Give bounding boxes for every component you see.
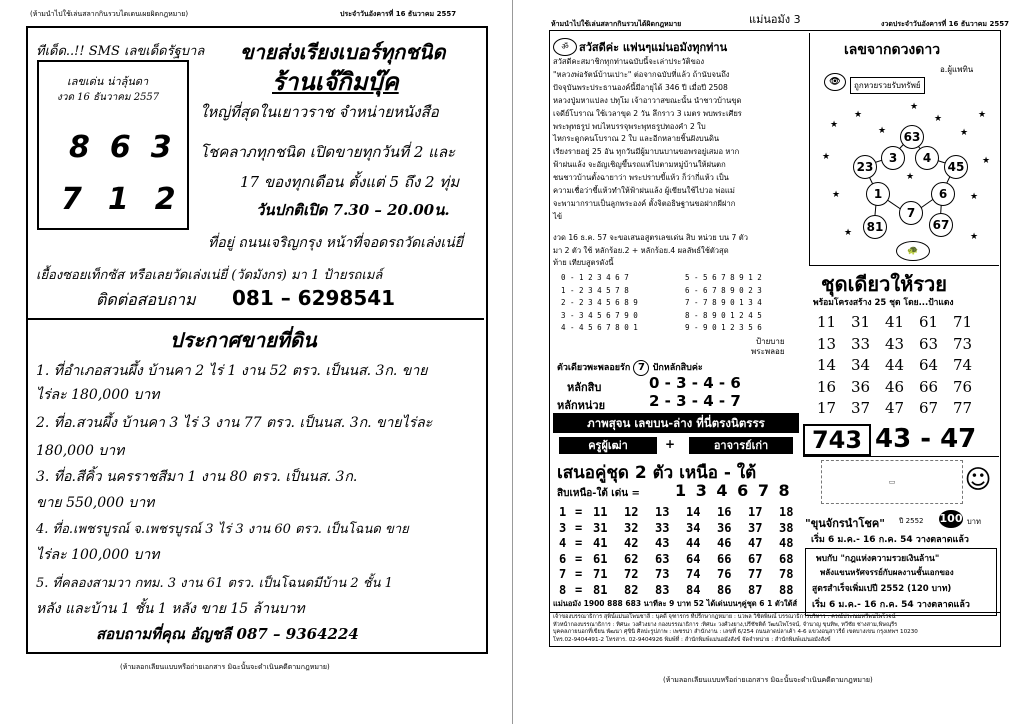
ad-line: 17 ของทุกเดือน ตั้งแต่ 5 ถึง 2 ทุ่ม — [240, 173, 460, 191]
forecast-line: มา 2 ตัว ใช้ หลักร้อย.2 + หลักร้อย.4 ผลลัพธ์ใช้ตัวสุด — [553, 245, 729, 255]
set-table — [817, 312, 987, 420]
article-line: ความเชื่อว่าขี้แห้วทำให้ฟ้าฝนแล้ง ผู้เขียนใช้ไปวอ พ่อแม่ — [553, 186, 735, 196]
star-section — [809, 33, 998, 265]
set-row — [817, 355, 987, 377]
left-top-note: (ห้ามนำไปใช้เล่นสลากกินรวบไดเดนเผยผิดกฎหมาย) — [30, 10, 189, 18]
star-icon: ★ — [844, 228, 853, 238]
star-circle: 45 — [944, 155, 968, 179]
article-line: จะพามากราบเป็นลูกพระองค์ ตั้งจิตอธิษฐานขอฝากผีฝาก — [553, 198, 736, 208]
ad-line: เยื้องซอยเท็กซัส หรือเลยวัดเล่งเน่ยี่ (วัดมังกร) มา 1 ป้ายรถเมล์ — [36, 268, 383, 283]
big-pair: 43 - 47 — [875, 424, 977, 454]
land-item: 2. ที่อ.สวนผึ้ง บ้านคา 3 ไร่ 3 งาน 77 ตรว. เป็นนส. 3ก. ขายไร่ละ — [36, 415, 433, 431]
digits-row-2 — [61, 182, 202, 217]
right-top-date: งวดประจำวันอังคารที่ 16 ธันวาคม 2557 — [881, 20, 1009, 28]
formula-row: 5 - 5 6 7 8 9 1 2 — [685, 273, 762, 282]
pair-table — [559, 505, 810, 598]
set-cell: 77 — [953, 399, 973, 417]
formula-grid-left — [561, 272, 638, 335]
hotline: แม่นอมัง 1900 888 683 นาทีละ 9 บาท 52 ได้เด่นบนๆคู่ชุด 6 1 ตัวใต้ส์ — [553, 599, 798, 608]
button-plus: + — [665, 437, 676, 451]
set-cell: 36 — [851, 377, 871, 396]
lucky-year: ปี 2552 — [899, 517, 924, 525]
article-line: ไหกระดูกคนโบราณ 2 ใบ และอีกหลายชิ้นฝังบนดิน — [553, 134, 720, 144]
pair-key: 1 — [559, 505, 567, 519]
land-item: ไร่ละ 100,000 บาท — [36, 547, 160, 563]
star-icon: ★ — [934, 114, 943, 124]
divider — [803, 456, 999, 457]
star-badge: 👁 — [824, 73, 846, 91]
pair-cell: 64 — [686, 551, 701, 566]
pair-sub-label: สิบเหนือ-ใต้ เด่น = — [557, 488, 640, 499]
set-cell: 71 — [953, 313, 973, 331]
set-cell: 76 — [953, 377, 973, 396]
article-line: ปัจจุบันพระประธานองค์นี้มีอายุได้ 346 ปี เมื่อปี 2508 — [553, 82, 728, 92]
star-circle: 3 — [881, 146, 905, 170]
pair-cell: 32 — [624, 520, 639, 535]
pair-cell: 86 — [717, 582, 732, 597]
formula-row: 8 - 8 9 0 1 2 4 5 — [685, 310, 762, 320]
set-cell: 37 — [851, 399, 871, 417]
star-icon: ★ — [854, 110, 863, 120]
pair-cell: 37 — [748, 520, 763, 535]
pair-eq: = — [575, 520, 583, 535]
star-connectors — [810, 33, 998, 265]
formula-row: 6 - 6 7 8 9 0 2 3 — [685, 285, 762, 295]
set-cell: 73 — [953, 334, 973, 353]
right-bottom-note: (ห้ามลอกเลียนแบบหรือถ่ายเอกสาร มิฉะนั้นจะดำเนินคดีตามกฎหมาย) — [663, 676, 873, 684]
pair-eq: = — [575, 567, 583, 581]
units-label: หลักหน่วย — [557, 399, 606, 412]
set-cell: 34 — [851, 356, 871, 374]
left-top-date: ประจำวันอังคารที่ 16 ธันวาคม 2557 — [340, 10, 457, 18]
pair-cell: 31 — [593, 520, 608, 535]
pair-sub-digits: 1 3 4 6 7 8 — [675, 481, 792, 500]
pair-row — [559, 521, 810, 537]
star-icon: ★ — [910, 102, 919, 112]
pair-cell: 76 — [717, 567, 732, 581]
pair-cell: 81 — [593, 582, 608, 597]
promo-date: เริ่ม 6 ม.ค.- 16 ก.ค. 54 วางตลาดแล้ว — [812, 600, 970, 610]
set-row — [817, 312, 987, 334]
digits-row-1 — [69, 130, 192, 165]
set-cell: 61 — [919, 313, 939, 331]
tens-label: หลักสิบ — [567, 381, 602, 394]
star-circle: 6 — [931, 182, 955, 206]
star-icon: ★ — [822, 152, 831, 162]
footer-line: บุคคลภายนอกที่เขียน พัฒนา ศุขินิ ศิลปะรูปภาพ : เพชรน่า สำนักงาน : เลขที่ 6/254 ถนนลาดปลาเค้า 4-6 แขวงอนุสาวรีย์ เขตบางเขน กรุงเทพฯ 10230 — [553, 629, 918, 636]
set-title: ชุดเดียวให้รวย — [821, 272, 947, 296]
pair-eq: = — [575, 582, 583, 597]
article-title: สวัสดีค่ะ แฟนๆแม่นอมังทุกท่าน — [579, 41, 728, 54]
star-title: เลขจากดวงดาว — [844, 42, 941, 58]
pair-row — [559, 583, 810, 599]
big-box: 743 — [803, 424, 871, 456]
single-suffix: ปักหลักสิบค่ะ — [652, 363, 703, 373]
pair-cell: 62 — [624, 551, 639, 566]
land-item: ไร่ละ 180,000 บาท — [36, 387, 160, 403]
land-item: ขาย 550,000 บาท — [36, 495, 155, 511]
set-row — [817, 398, 987, 420]
contact-phone: 081 – 6298541 — [232, 286, 396, 310]
star-circle: 63 — [900, 125, 924, 149]
star-author: อ.ผู้แพทิน — [940, 65, 974, 74]
right-page — [512, 0, 1024, 724]
pair-row — [559, 536, 810, 552]
set-row — [817, 334, 987, 356]
ad-title-2: ร้านเจ๊กิมบุ๊ค — [272, 67, 399, 96]
set-cell: 74 — [953, 356, 973, 374]
pair-eq: = — [575, 505, 583, 519]
lucky-illustration: ▭ — [821, 460, 963, 504]
article-line: หลวงปู่มหาแปลง ปทุโม เจ้าอาวาสขณะนั้น นำชาวบ้านขุด — [553, 95, 742, 105]
signature-line: ป้ายบาย — [756, 337, 785, 346]
star-icon: ★ — [960, 128, 969, 138]
formula-grid-right — [685, 272, 762, 335]
pair-cell: 42 — [624, 536, 639, 550]
pair-key: 6 — [559, 551, 567, 566]
formula-row: 2 - 2 3 4 5 6 8 9 — [561, 298, 638, 307]
formula-row: 3 - 3 4 5 6 7 9 0 — [561, 310, 638, 320]
pair-cell: 12 — [624, 505, 639, 519]
article-line: เรียงรายอยู่ 25 อัน ทุกวันมีผู้มาบนบานขอพรอยู่เสมอ หาก — [553, 147, 740, 157]
pair-row — [559, 567, 810, 583]
pair-title: เสนอคู่ชุด 2 ตัว เหนือ - ใต้ — [557, 463, 757, 483]
star-icon: ★ — [830, 120, 839, 130]
article-line: ชนชาวบ้านตั้งฉายาว่า พระปราบขี้แห้ว ก็ว่ากี่แห้ว เป็น — [553, 173, 729, 183]
land-title: ประกาศขายที่ดิน — [170, 328, 317, 352]
article-line: เจดีย์โบราณ ใช้เวลาขุด 2 วัน ลึกราว 3 เมตร พบพระเศียร — [553, 108, 742, 118]
pair-cell: 63 — [655, 551, 670, 566]
pair-cell: 14 — [686, 505, 701, 519]
land-item: 1. ที่อำเภอสวนผึ้ง บ้านคา 2 ไร่ 1 งาน 52 ตรว. เป็นนส. 3ก. ขาย — [36, 363, 428, 379]
pair-cell: 13 — [655, 505, 670, 519]
left-bottom-note: (ห้ามลอกเลียนแบบหรือถ่ายเอกสาร มิฉะนั้นจะดำเนินคดีตามกฎหมาย) — [120, 663, 330, 671]
footer-line: โทร.02-9404491-2 โทรสาร. 02-9404926 พิมพ์ที่ : สำนักพิมพ์แม่นอมังสังข์ จัดจำหน่าย : สำนักพิมพ์แม่นอมังสังข์ — [553, 636, 831, 643]
article-line: ฟ้าฝนแล้ง จะอัญเชิญขึ้นรถแห่ไปตามหมู่บ้านให้ฝนตก — [553, 160, 726, 170]
pair-cell: 73 — [655, 567, 670, 581]
pair-cell: 34 — [686, 520, 701, 535]
footer-line: เจ้าของบรรณาธิการ สุพิน์แม่นอโพนชาลี : นุคดี จุฑารกร ที่ปรึกษากฎหมาย : นวพล วิชิตพิษณ์ บรรณาธิการบริหาร : ครณ์ประณมทวีพนไพโรจน์ — [553, 614, 896, 620]
pair-cell: 38 — [779, 520, 794, 535]
star-circle: 81 — [863, 215, 887, 239]
pair-eq: = — [575, 551, 583, 566]
single-label: ตัวเดียวพะพลอยรัก — [557, 363, 631, 373]
lucky-date: เริ่ม 6 ม.ค.- 16 ก.ค. 54 วางตลาดแล้ว — [811, 535, 969, 545]
star-icon: ★ — [970, 192, 979, 202]
set-cell: 13 — [817, 334, 837, 353]
formula-row: 7 - 7 8 9 0 1 3 4 — [685, 298, 762, 307]
pair-cell: 11 — [593, 505, 608, 519]
land-item: 4. ที่อ.เพชรบูรณ์ จ.เพชรบูรณ์ 3 ไร่ 3 งาน 60 ตรว. เป็นโฉนด ขาย — [36, 522, 409, 537]
pair-cell: 82 — [624, 582, 639, 597]
lucky-title: "ขุนจักรนำโชค" — [805, 517, 885, 530]
formula-row: 0 - 1 2 3 4 6 7 — [561, 273, 629, 282]
set-cell: 16 — [817, 377, 837, 396]
star-icon: ★ — [970, 232, 979, 242]
land-item: 180,000 บาท — [36, 443, 125, 459]
promo-line: พบกับ "กฎแห่งความรวยเงินล้าน" — [816, 554, 940, 564]
digit: 6 — [109, 130, 151, 165]
formula-row: 9 - 9 0 1 2 3 5 6 — [685, 323, 762, 332]
footer — [553, 614, 918, 644]
pair-key: 3 — [559, 520, 567, 535]
pair-cell: 16 — [717, 505, 732, 519]
star-icon: ★ — [978, 110, 987, 120]
formula-row: 1 - 2 3 4 5 7 8 — [561, 285, 629, 295]
formula-row: 4 - 4 5 6 7 8 0 1 — [561, 323, 638, 332]
pair-cell: 72 — [624, 567, 639, 581]
set-cell: 43 — [885, 334, 905, 353]
star-icon: ★ — [906, 172, 915, 182]
land-item: 5. ที่คลองสามวา กทม. 3 งาน 61 ตรว. เป็นโฉนดมีบ้าน 2 ชั้น 1 — [36, 576, 393, 591]
mascot-icon: ☺ — [964, 465, 992, 495]
star-icon: ★ — [878, 126, 887, 136]
digit: 2 — [154, 182, 202, 217]
forecast-line: งวด 16 ธ.ค. 57 จะขอเสนอสูตรเลขเด่น สิบ หน่วย บน 7 ตัว — [553, 233, 748, 242]
pair-cell: 77 — [748, 567, 763, 581]
article-line: ไข้ — [553, 211, 563, 221]
pair-row — [559, 552, 810, 568]
pair-cell: 83 — [655, 582, 670, 597]
divider — [28, 318, 484, 320]
contact-label: ติดต่อสอบถาม — [96, 290, 196, 309]
set-cell: 11 — [817, 313, 837, 331]
right-top-note: ห้ามนำไปใช้เล่นสลากกินรวบได้ผิดกฎหมาย — [551, 20, 682, 28]
star-circle: 4 — [915, 146, 939, 170]
star-icon: ★ — [832, 190, 841, 200]
set-cell: 14 — [817, 356, 837, 374]
ad-line: ใหญ่ที่สุดในเยาวราช จำหน่ายหนังสือ — [200, 103, 439, 121]
pair-cell: 66 — [717, 551, 732, 566]
pair-cell: 71 — [593, 567, 608, 581]
digit: 3 — [150, 130, 192, 165]
banner-title: ภาพสุจน เลขบน-ล่าง ที่นี่ตรงนิตรรร — [553, 413, 799, 433]
star-circle: 23 — [853, 155, 877, 179]
star-circle: 1 — [866, 182, 890, 206]
lucky-price: 100 — [939, 510, 963, 528]
ad-line: โชคลาภทุกชนิด เปิดขายทุกวันที่ 2 และ — [200, 143, 456, 161]
promo-line: พลังแขนหรัศจรรย์กับผลงานชั้นเอกของ — [820, 568, 954, 577]
set-cell: 33 — [851, 334, 871, 353]
forecast-line: ท้าย เทียบสูตรดังนี้ — [553, 258, 614, 267]
article-line: พระพุทธรูป พบไหบรรจุพระพุทธรูปทองคำ 2 ใบ — [553, 121, 706, 131]
set-cell: 31 — [851, 313, 871, 331]
right-page-label: แม่นอมัง 3 — [749, 13, 801, 26]
number-box — [37, 60, 202, 230]
pair-cell: 46 — [717, 536, 732, 550]
ad-line: วันปกติเปิด 7.30 – 20.00น. — [256, 201, 450, 219]
pair-cell: 33 — [655, 520, 670, 535]
pair-cell: 67 — [748, 551, 763, 566]
digit: 7 — [61, 182, 108, 217]
pair-cell: 78 — [779, 567, 794, 581]
units-value: 2 - 3 - 4 - 7 — [649, 392, 741, 410]
set-sub: พร้อมโครงสร้าง 25 ชุด โดย...ป้าแดง — [813, 298, 954, 308]
lucky-unit: บาท — [967, 517, 981, 526]
pair-cell: 84 — [686, 582, 701, 597]
pair-key: 7 — [559, 567, 567, 581]
ad-line: ที่อยู่ ถนนเจริญกรุง หน้าที่จอดรถวัดเล่งเน่ยี่ — [208, 235, 463, 251]
pair-cell: 47 — [748, 536, 763, 550]
ad-title-1: ขายส่งเรียงเบอร์ทุกชนิด — [240, 40, 446, 64]
pair-cell: 44 — [686, 536, 701, 550]
land-item: 3. ที่อ.สีคิ้ว นครราชสีมา 1 งาน 80 ตรว. เป็นนส. 3ก. — [36, 469, 358, 485]
set-cell: 66 — [919, 377, 939, 396]
article-body — [553, 56, 799, 224]
land-item: หลัง และบ้าน 1 ชั้น 1 หลัง ขาย 15 ล้านบาท — [36, 601, 305, 617]
digit: 1 — [107, 182, 155, 217]
single-digit: 7 — [633, 360, 649, 376]
promo-line: สูตรสำเร็จเพิ่มเปปี 2552 (120 บาท) — [812, 584, 952, 594]
pair-cell: 41 — [593, 536, 608, 550]
number-box-date: งวด 16 ธันวาคม 2557 — [57, 92, 160, 103]
pair-cell: 74 — [686, 567, 701, 581]
article-line: "หลวงพ่อรัตน์บ้านเปาะ" ต่อจากฉบับที่แล้ว ถ้านับจนถึง — [553, 69, 730, 79]
set-cell: 17 — [817, 399, 837, 417]
tens-value: 0 - 3 - 4 - 6 — [649, 374, 741, 392]
set-cell: 47 — [885, 399, 905, 417]
signature-line: พระพลอย — [751, 347, 785, 356]
set-cell: 67 — [919, 399, 939, 417]
divider — [549, 612, 1001, 613]
sms-line: ทีเด็ด..!! SMS เลขเด็ดรัฐบาล — [36, 44, 205, 59]
set-cell: 64 — [919, 356, 939, 374]
pair-cell: 68 — [779, 551, 794, 566]
land-contact: สอบถามที่คุณ อัญชลี 087 – 9364224 — [96, 625, 359, 643]
pair-key: 8 — [559, 582, 567, 597]
promo-box — [805, 548, 997, 616]
pair-cell: 18 — [779, 505, 794, 519]
star-circle: 67 — [929, 213, 953, 237]
pair-cell: 87 — [748, 582, 763, 597]
pair-cell: 43 — [655, 536, 670, 550]
star-icon: ★ — [982, 156, 991, 166]
pair-cell: 17 — [748, 505, 763, 519]
article-line: สวัสดีคะสมาชิกทุกท่านฉบับนี้จะเล่าประวัติของ — [553, 57, 705, 66]
button-old-master: อาจารย์เก่า — [689, 437, 793, 454]
set-cell: 46 — [885, 377, 905, 396]
set-cell: 41 — [885, 313, 905, 331]
pair-cell: 36 — [717, 520, 732, 535]
number-box-title: เลขเด่น น่าลุ้นดา — [67, 75, 149, 88]
button-old-teacher: ครูผู้เฒ่า — [559, 437, 657, 454]
pair-row — [559, 505, 810, 521]
forecast-text — [553, 232, 799, 270]
footer-line: หัวหน้ากองบรรณาธิการ : ทิศนะ วงศ์วงยาง กองบรรณาธิการ :ทิศนะ วงศ์วงยาง,ปรีชัชติต์ วัฒนไพโรจน์, จำนาญ ขุนทิพ, ทวีชัย ช่างสาม,พิษณุรีร — [553, 621, 898, 628]
signature — [751, 337, 785, 357]
set-cell: 63 — [919, 334, 939, 353]
digit: 8 — [69, 130, 110, 165]
set-row — [817, 377, 987, 399]
pair-cell: 61 — [593, 551, 608, 566]
star-tag: ถูกหวยรวยรับทรัพย์ — [850, 77, 925, 94]
pair-key: 4 — [559, 536, 567, 550]
pair-eq: = — [575, 536, 583, 550]
pair-cell: 88 — [779, 582, 794, 597]
pair-cell: 48 — [779, 536, 794, 550]
turtle-icon: 🐢 — [896, 241, 930, 261]
logo-icon: ॐ — [553, 38, 577, 56]
set-cell: 44 — [885, 356, 905, 374]
divider — [809, 265, 999, 266]
star-circle: 7 — [899, 201, 923, 225]
